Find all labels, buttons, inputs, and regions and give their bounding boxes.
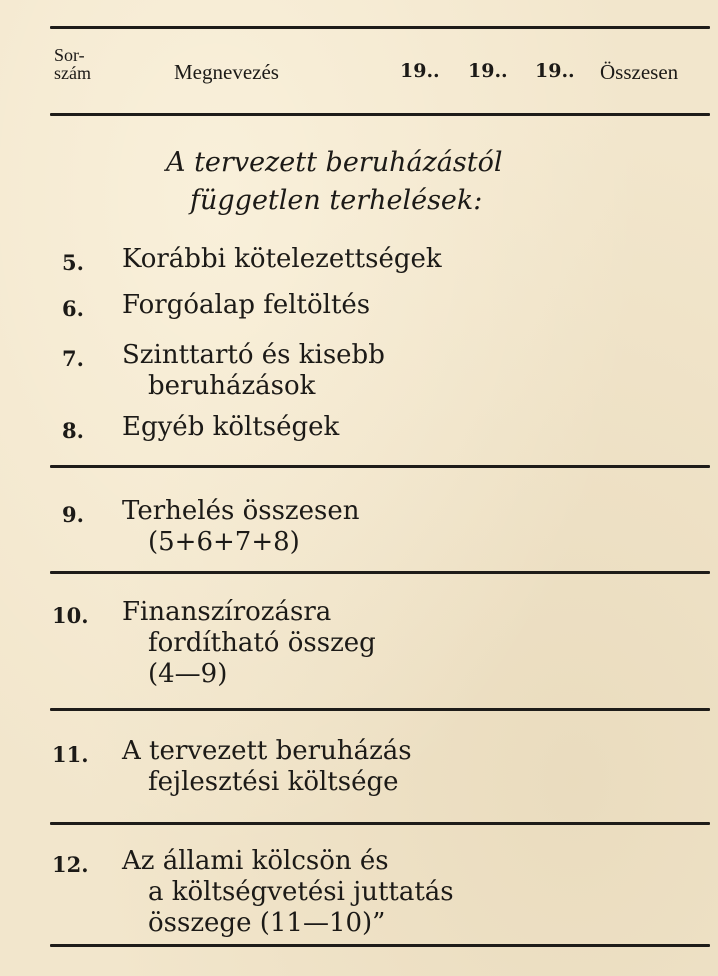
row-label-line: Az állami kölcsön és <box>122 846 389 876</box>
row-label-line: Finanszírozásra <box>122 597 332 627</box>
header-year-2: 19.. <box>468 60 508 82</box>
row-label-line: Terhelés összesen <box>122 496 360 526</box>
row-number: 5. <box>62 250 84 275</box>
header-sorszam-line1: Sor- <box>54 45 85 65</box>
row-label <box>122 290 370 321</box>
row-number: 8. <box>62 418 84 443</box>
row-divider <box>50 465 710 468</box>
row-label <box>122 412 339 443</box>
row-divider <box>50 571 710 574</box>
row-label-line: összege (11—10)” <box>148 908 386 938</box>
section-title-line1: A tervezett beruházástól <box>166 147 503 178</box>
row-number: 10. <box>52 603 89 628</box>
header-sorszam-line2: szám <box>54 63 91 83</box>
row-label-line: (4—9) <box>148 659 228 689</box>
row-label-line: a költségvetési juttatás <box>148 877 454 907</box>
header-year-1: 19.. <box>400 60 440 82</box>
row-label <box>122 244 442 275</box>
row-label-line: (5+6+7+8) <box>148 527 300 557</box>
header-sorszam <box>54 46 91 82</box>
row-label-line: Forgóalap feltöltés <box>122 290 371 320</box>
row-number: 11. <box>52 742 89 767</box>
row-label <box>122 340 385 402</box>
table-bottom-rule <box>50 944 710 947</box>
row-label <box>122 846 454 939</box>
row-divider <box>50 708 710 711</box>
row-label <box>122 496 359 558</box>
header-bottom-rule <box>50 113 710 116</box>
row-divider <box>50 822 710 825</box>
header-total: Összesen <box>600 60 679 84</box>
row-number: 6. <box>62 296 84 321</box>
row-label-line: beruházások <box>148 371 316 401</box>
row-label <box>122 597 376 690</box>
row-label-line: fejlesztési költsége <box>148 767 399 797</box>
row-number: 7. <box>62 346 84 371</box>
header-megnevezes: Megnevezés <box>174 60 279 84</box>
row-label-line: Korábbi kötelezettségek <box>122 244 442 274</box>
row-number: 12. <box>52 852 89 877</box>
header-top-rule <box>50 26 710 29</box>
row-label-line: A tervezett beruházás <box>122 736 412 766</box>
section-title-line2: független terhelések: <box>190 185 483 216</box>
header-year-3: 19.. <box>535 60 575 82</box>
row-label-line: fordítható összeg <box>148 628 376 658</box>
row-label-line: Szinttartó és kisebb <box>122 340 385 370</box>
row-label-line: Egyéb költségek <box>122 412 340 442</box>
row-number: 9. <box>62 502 84 527</box>
row-label <box>122 736 412 798</box>
